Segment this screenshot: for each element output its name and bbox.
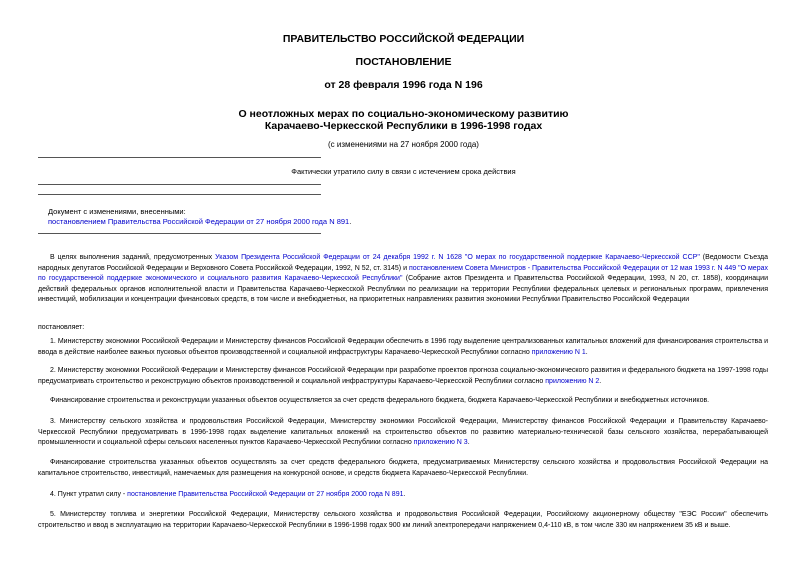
government-name: ПРАВИТЕЛЬСТВО РОССИЙСКОЙ ФЕДЕРАЦИИ: [282, 33, 525, 45]
status-note: Фактически утратило силу в связи с истечением срока действия: [291, 167, 516, 176]
item-3-financing: Финансирование строительства указанных объектов осуществлять за счет средств федерального бюджета, предусматриваемых Министерству сельского хозяйства и продовольствия Российской Федерации на капитальное строительство, инвестиций, намечаемых для размещения на конкурсной основе, и средств бюджета Карачаево-Черкесской Республики.: [38, 459, 768, 477]
divider: [38, 194, 321, 195]
divider: [38, 184, 321, 185]
divider: [38, 157, 321, 158]
item-dot: .: [467, 439, 470, 446]
document-date: от 28 февраля 1996 года N 196: [324, 79, 483, 91]
title-line-1: О неотложных мерах по социально-экономическому развитию: [238, 108, 569, 120]
amendment-link[interactable]: постановлением Правительства Российской Федерации от 27 ноября 2000 года N 891: [48, 217, 350, 226]
repeal-link[interactable]: постановление Правительства Российской Федерации от 27 ноября 2000 года N 891: [127, 491, 404, 498]
appendix-1-link[interactable]: приложению N 1: [531, 348, 586, 356]
item-dot: .: [585, 348, 588, 356]
item-4: [38, 490, 768, 501]
amendments-label: Документ с изменениями, внесенными:: [48, 207, 186, 216]
item-text: 1. Министерству экономики Российской Федерации и Министерству финансов Российской Федерации обеспечить в 1996 году выделение централизованных капитальных вложений для финансирования строительства и ввода в действие наиболее важных пусковых объектов производственной и социальной инфраструктуры Карачаево-Черкесской Республики согласно: [38, 338, 768, 356]
document-title: [0, 108, 807, 132]
appendix-2-link[interactable]: приложению N 2: [545, 377, 600, 385]
document-type: ПОСТАНОВЛЕНИЕ: [355, 56, 452, 68]
preamble-text: (Собрание актов Президента и Правительства Российской Федерации, 1993, N 20, ст. 1858), координации действий федеральных органов исполнительной власти и Правительства Карачаево-Черкесской Республики по реализации на территории Республики федеральных целевых и региональных программ, привлечения инвестиций, мобилизации и концентрации финансовых средств, в том числе и внебюджетных, на приоритетных направлениях развития экономики Республики Правительство Российской Федерации: [38, 275, 769, 303]
changes-note: (с изменениями на 27 ноября 2000 года): [328, 140, 479, 149]
preamble-text: (Ведомости Съезда народных депутатов Российской Федерации и Верховного Совета Российской Федерации, 1992, N 52, ст. 3145) и: [38, 254, 768, 272]
item-text: 2. Министерству экономики Российской Федерации и Министерству финансов Российской Федерации при разработке проектов прогноза социально-экономического развития и федерального бюджета на 1997-1998 годы предусматривать строительство и реконструкцию объектов производственной и социальной инфраструктуры Карачаево-Черкесской Республики согласно: [38, 367, 768, 385]
appendix-3-link[interactable]: приложению N 3: [413, 439, 468, 446]
item-dot: .: [599, 377, 602, 385]
divider: [38, 233, 321, 234]
resolution-link[interactable]: постановлением Совета Министров - Правительства Российской Федерации от 12 мая 1993 г. N 449 "О мерах по государственной поддержке экономического и социального развития Карачаево-Черкесской Республики": [38, 264, 768, 282]
amendments-line: [48, 217, 351, 227]
item-1: [38, 337, 768, 358]
preamble-text: В целях выполнения заданий, предусмотренных: [50, 254, 216, 261]
item-5: 5. Министерству топлива и энергетики Российской Федерации, Министерству сельского хозяйства и продовольствия Российской Федерации, Российскому акционерному обществу "ЕЭС России" обеспечить строительство и ввод в эксплуатацию на территории Карачаево-Черкесской Республики в 1996-1998 годах 900 км линий электропередачи напряжением 0,4-110 кВ, в том числе 330 км напряжением 35 кВ и выше.: [38, 511, 768, 529]
item-3: [38, 417, 768, 449]
item-text: 4. Пункт утратил силу -: [50, 491, 128, 498]
preamble-paragraph: [38, 253, 768, 306]
amendments-block: [48, 207, 351, 227]
title-line-2: Карачаево-Черкесской Республики в 1996-1998 годах: [264, 120, 543, 132]
item-2: [38, 366, 768, 387]
decree-link[interactable]: Указом Президента Российской Федерации от 24 декабря 1992 г. N 1628 "О мерах по государственной поддержке Карачаево-Черкесской ССР": [215, 254, 700, 261]
item-text: 3. Министерству сельского хозяйства и продовольствия Российской Федерации, Министерству экономики Российской Федерации, Министерству финансов Российской Федерации и Правительству Карачаево-Черкесской Республики предусматривать в 1996-1998 годах выделение капитальных вложений на строительство объектов по развитию материально-технической базы сельского хозяйства, перерабатывающей промышленности и социальной сферы сельских населенных пунктов Карачаево-Черкесской Республики согласно: [38, 418, 768, 446]
item-2-financing: Финансирование строительства и реконструкции указанных объектов осуществляется за счет средств федерального бюджета, бюджета Карачаево-Черкесской Республики и внебюджетных источников.: [50, 397, 710, 404]
resolves-label: постановляет:: [38, 324, 85, 331]
amendment-tail: .: [349, 217, 352, 226]
item-dot: .: [403, 491, 406, 498]
